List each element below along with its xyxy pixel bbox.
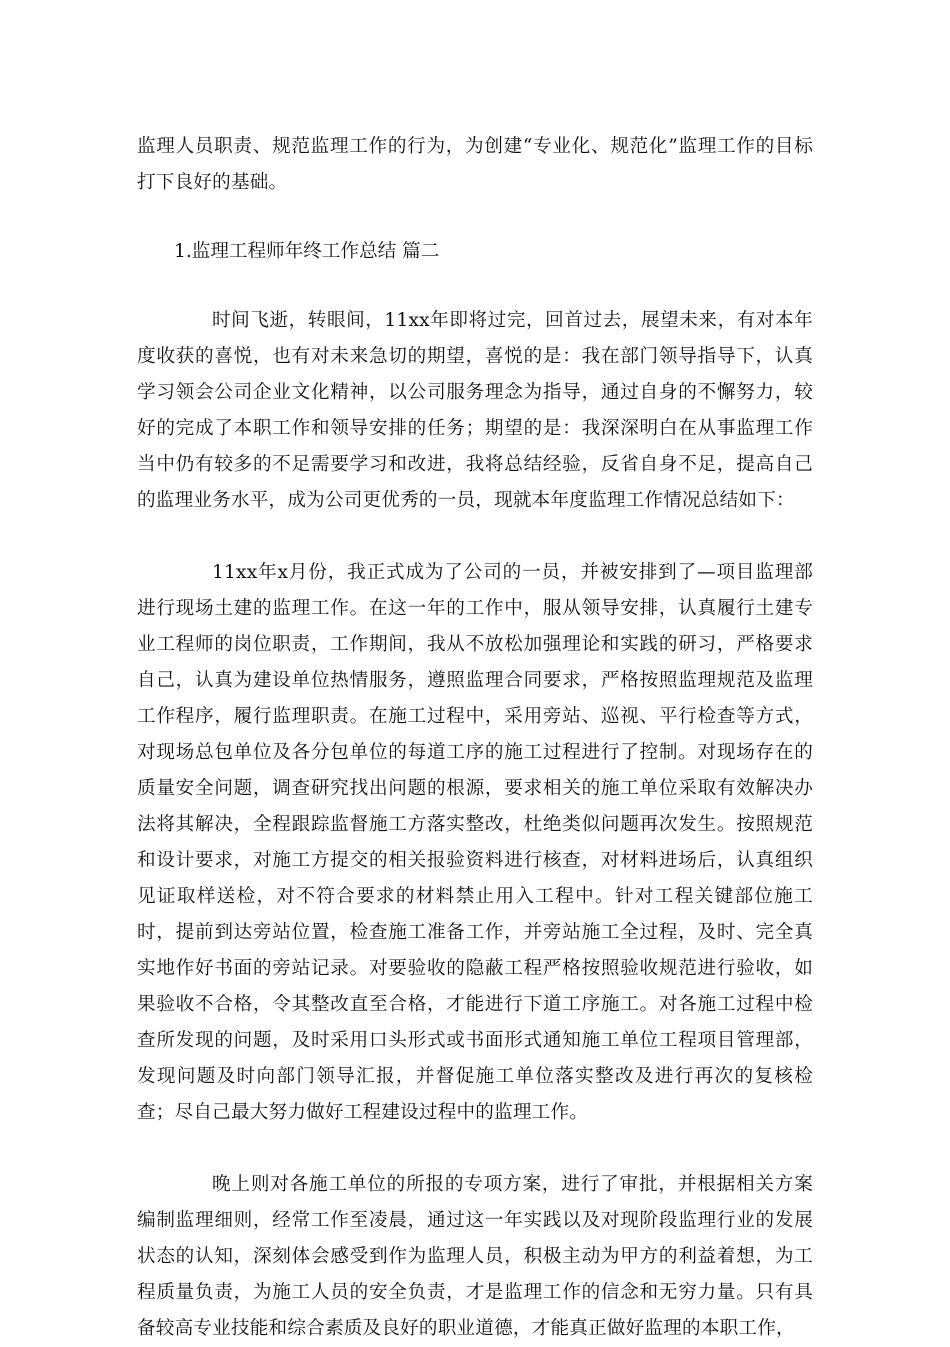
section-heading: 1.监理工程师年终工作总结 篇二	[174, 241, 440, 262]
continuation-paragraph: 监理人员职责、规范监理工作的行为，为创建“专业化、规范化”监理工作的目标打下良好的基础。	[137, 136, 813, 193]
body-paragraph-3: 晚上则对各施工单位的所报的专项方案，进行了审批，并根据相关方案编制监理细则，经常工作至凌晨，通过这一年实践以及对现阶段监理行业的发展状态的认知，深刻体会感受到作为监理人员，积极主动为甲方的利益着想，为工程质量负责，为施工人员的安全负责，才是监理工作的信念和无穷力量。只有具备较高专业技能和综合素质及良好的职业道德，才能真正做好监理的本职工作，	[137, 1174, 813, 1339]
document-page	[137, 129, 813, 1347]
body-paragraph-1: 时间飞逝，转眼间，11xx年即将过完，回首过去，展望未来，有对本年度收获的喜悦，也有对未来急切的期望，喜悦的是：我在部门领导指导下，认真学习领会公司企业文化精神，以公司服务理念为指导，通过自身的不懈努力，较好的完成了本职工作和领导安排的任务；期望的是：我深深明白在从事监理工作当中仍有较多的不足需要学习和改进，我将总结经验，反省自身不足，提高自己的监理业务水平，成为公司更优秀的一员，现就本年度监理工作情况总结如下：	[137, 310, 813, 511]
body-paragraph-2: 11xx年x月份，我正式成为了公司的一员，并被安排到了—项目监理部进行现场土建的监理工作。在这一年的工作中，服从领导安排，认真履行土建专业工程师的岗位职责，工作期间，我从不放松加强理论和实践的研习，严格要求自己，认真为建设单位热情服务，遵照监理合同要求，严格按照监理规范及监理工作程序，履行监理职责。在施工过程中，采用旁站、巡视、平行检查等方式，对现场总包单位及各分包单位的每道工序的施工过程进行了控制。对现场存在的质量安全问题，调查研究找出问题的根源，要求相关的施工单位采取有效解决办法将其解决，全程跟踪监督施工方落实整改，杜绝类似问题再次发生。按照规范和设计要求，对施工方提交的相关报验资料进行核查，对材料进场后，认真组织见证取样送检，对不符合要求的材料禁止用入工程中。针对工程关键部位施工时，提前到达旁站位置，检查施工准备工作，并旁站施工全过程，及时、完全真实地作好书面的旁站记录。对要验收的隐蔽工程严格按照验收规范进行验收，如果验收不合格，令其整改直至合格，才能进行下道工序施工。对各施工过程中检查所发现的问题，及时采用口头形式或书面形式通知施工单位工程项目管理部，发现问题及时向部门领导汇报，并督促施工单位落实整改及进行再次的复核检查；尽自己最大努力做好工程建设过程中的监理工作。	[137, 562, 813, 1123]
